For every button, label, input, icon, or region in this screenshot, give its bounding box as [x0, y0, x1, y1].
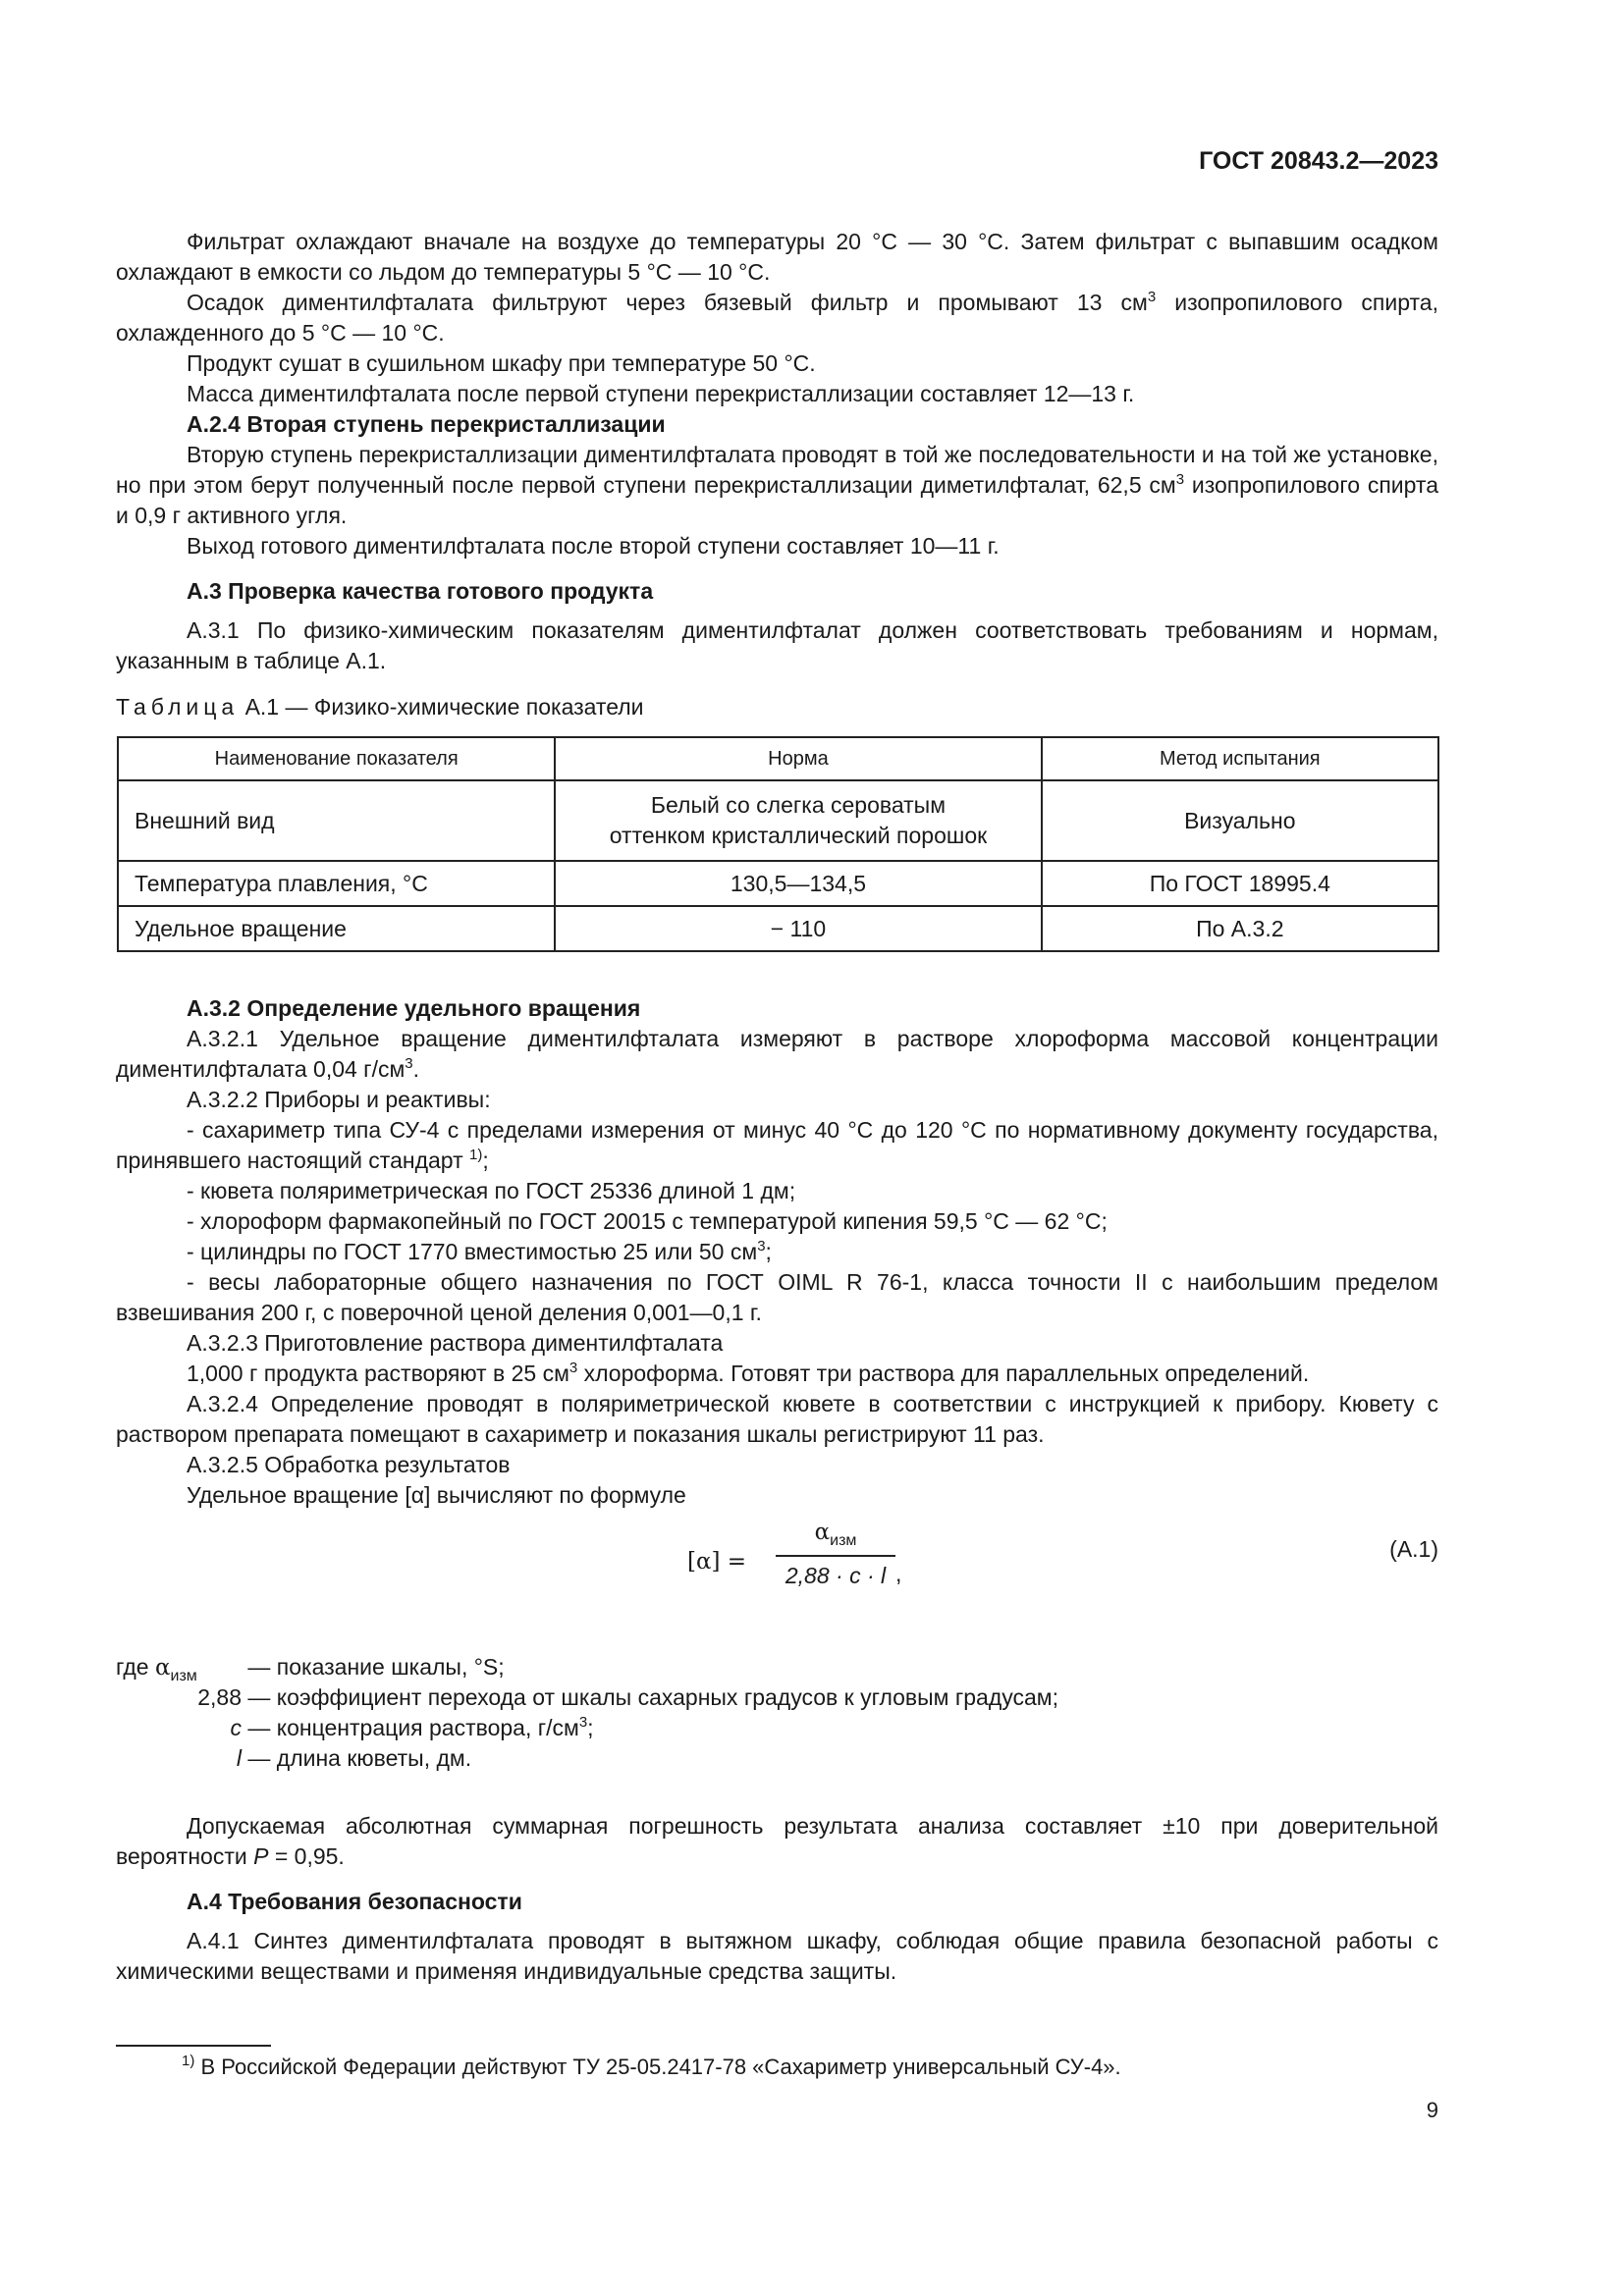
footnote-divider — [116, 2045, 271, 2047]
list-item: - цилиндры по ГОСТ 1770 вместимостью 25 или 50 $см^3$; — [187, 1238, 772, 1264]
formula-a1 — [677, 1520, 902, 1598]
formula-denominator: 2,88 · c · l — [785, 1563, 887, 1588]
paragraph: А.3.2.2 Приборы и реактивы: — [187, 1087, 491, 1112]
fraction-bar — [776, 1555, 895, 1557]
table-row — [118, 861, 1438, 906]
table-header-cell: Наименование показателя — [118, 737, 555, 780]
paragraph: Осадок диментилфталата фильтруют через бязевый фильтр и промывают 13 $см^3$ изопропилового спирта, охлажденного до 5 °C — 10 °C. — [116, 289, 1438, 346]
formula-numerator: $\alpha_{изм}$ — [814, 1520, 857, 1549]
table-cell: По А.3.2 — [1042, 906, 1438, 951]
section-heading: А.3.2 Определение удельного вращения — [187, 995, 641, 1021]
legend-line: c — концентрация раствора, $г/см^3$; — [230, 1714, 594, 1740]
table-cell: Визуально — [1042, 780, 1438, 861]
table-header-row — [118, 737, 1438, 780]
table-cell: Белый со слегка сероватым оттенком кристаллический порошок — [555, 780, 1041, 861]
paragraph: А.3.2.4 Определение проводят в поляриметрической кювете в соответствии с инструкцией к прибору. Кювету с раствором препарата помещают в сахариметр и показания шкалы регистрируют 11 раз. — [116, 1391, 1438, 1447]
table-cell: 130,5—134,5 — [555, 861, 1041, 906]
section-heading: А.2.4 Вторая ступень перекристаллизации — [187, 411, 666, 437]
table-row — [118, 906, 1438, 951]
footnote: $^{1)}$ В Российской Федерации действуют ТУ 25-05.2417-78 «Сахариметр универсальный СУ-4». — [182, 2053, 1121, 2079]
table-cell: Температура плавления, °C — [118, 861, 555, 906]
legend-line: l — длина кюветы, дм. — [236, 1745, 472, 1771]
list-item: - сахариметр типа СУ-4 с пределами измерения от минус 40 °C до 120 °C по нормативному документу государства, принявшего настоящий стандарт $^{1)}$; — [116, 1117, 1438, 1173]
paragraph: Допускаемая абсолютная суммарная погрешность результата анализа составляет ±10 при доверительной вероятности P = 0,95. — [116, 1813, 1438, 1869]
paragraph: Выход готового диментилфталата после второй ступени составляет 10—11 г. — [187, 533, 1000, 559]
paragraph: А.3.2.1 Удельное вращение диментилфталата измеряют в растворе хлороформа массовой концентрации диментилфталата 0,04 $г/см^3$. — [116, 1026, 1438, 1082]
formula-lhs: [α] = — [687, 1549, 747, 1575]
table-header-cell: Метод испытания — [1042, 737, 1438, 780]
equation-number: (А.1) — [1389, 1536, 1438, 1562]
paragraph: А.3.1 По физико-химическим показателям диментилфталат должен соответствовать требованиям и нормам, указанным в таблице А.1. — [116, 617, 1438, 673]
formula-comma: , — [895, 1561, 902, 1586]
list-item: - весы лабораторные общего назначения по ГОСТ OIML R 76-1, класса точности II с наибольшим пределом взвешивания 200 г, с поверочной ценой деления 0,001—0,1 г. — [116, 1269, 1438, 1325]
table-caption: Таблица А.1 — Физико-химические показатели — [116, 694, 644, 720]
table-cell: Удельное вращение — [118, 906, 555, 951]
paragraph: А.3.2.3 Приготовление раствора диментилфталата — [187, 1330, 724, 1356]
paragraph: А.3.2.5 Обработка результатов — [187, 1452, 511, 1477]
table-cell: По ГОСТ 18995.4 — [1042, 861, 1438, 906]
paragraph: 1,000 г продукта растворяют в 25 $см^3$ хлороформа. Готовят три раствора для параллельных определений. — [187, 1360, 1310, 1386]
properties-table — [117, 736, 1439, 952]
legend-line: 2,88 — коэффициент перехода от шкалы сахарных градусов к угловым градусам; — [197, 1684, 1058, 1710]
section-heading: А.3 Проверка качества готового продукта — [187, 578, 654, 604]
paragraph: Удельное вращение [α] вычисляют по формуле — [187, 1482, 686, 1508]
paragraph: Вторую ступень перекристаллизации диментилфталата проводят в той же последовательности и на той же установке, но при этом берут полученный после первой ступени перекристаллизации диметилфталат, 62,5 $см^3$ изопропилового спирта и 0,9 г активного угля. — [116, 442, 1438, 528]
list-item: - кювета поляриметрическая по ГОСТ 25336 длиной 1 дм; — [187, 1178, 796, 1203]
table-header-cell: Норма — [555, 737, 1041, 780]
paragraph: А.4.1 Синтез диментилфталата проводят в вытяжном шкафу, соблюдая общие правила безопасной работы с химическими веществами и применяя индивидуальные средства защиты. — [116, 1928, 1438, 1984]
list-item: - хлороформ фармакопейный по ГОСТ 20015 с температурой кипения 59,5 °C — 62 °C; — [187, 1208, 1108, 1234]
legend-line: где $\alpha_{изм}$ — показание шкалы, °S; — [116, 1654, 505, 1684]
paragraph: Масса диментилфталата после первой ступени перекристаллизации составляет 12—13 г. — [187, 381, 1135, 406]
table-cell: − 110 — [555, 906, 1041, 951]
section-heading: А.4 Требования безопасности — [187, 1889, 522, 1914]
table-row — [118, 780, 1438, 861]
table-cell: Внешний вид — [118, 780, 555, 861]
page-number: 9 — [1426, 2098, 1438, 2122]
paragraph: Продукт сушат в сушильном шкафу при температуре 50 °C. — [187, 350, 816, 376]
paragraph: Фильтрат охлаждают вначале на воздухе до температуры 20 °C — 30 °C. Затем фильтрат с выпавшим осадком охлаждают в емкости со льдом до температуры 5 °C — 10 °C. — [116, 229, 1438, 285]
standard-header: ГОСТ 20843.2—2023 — [1199, 147, 1438, 175]
